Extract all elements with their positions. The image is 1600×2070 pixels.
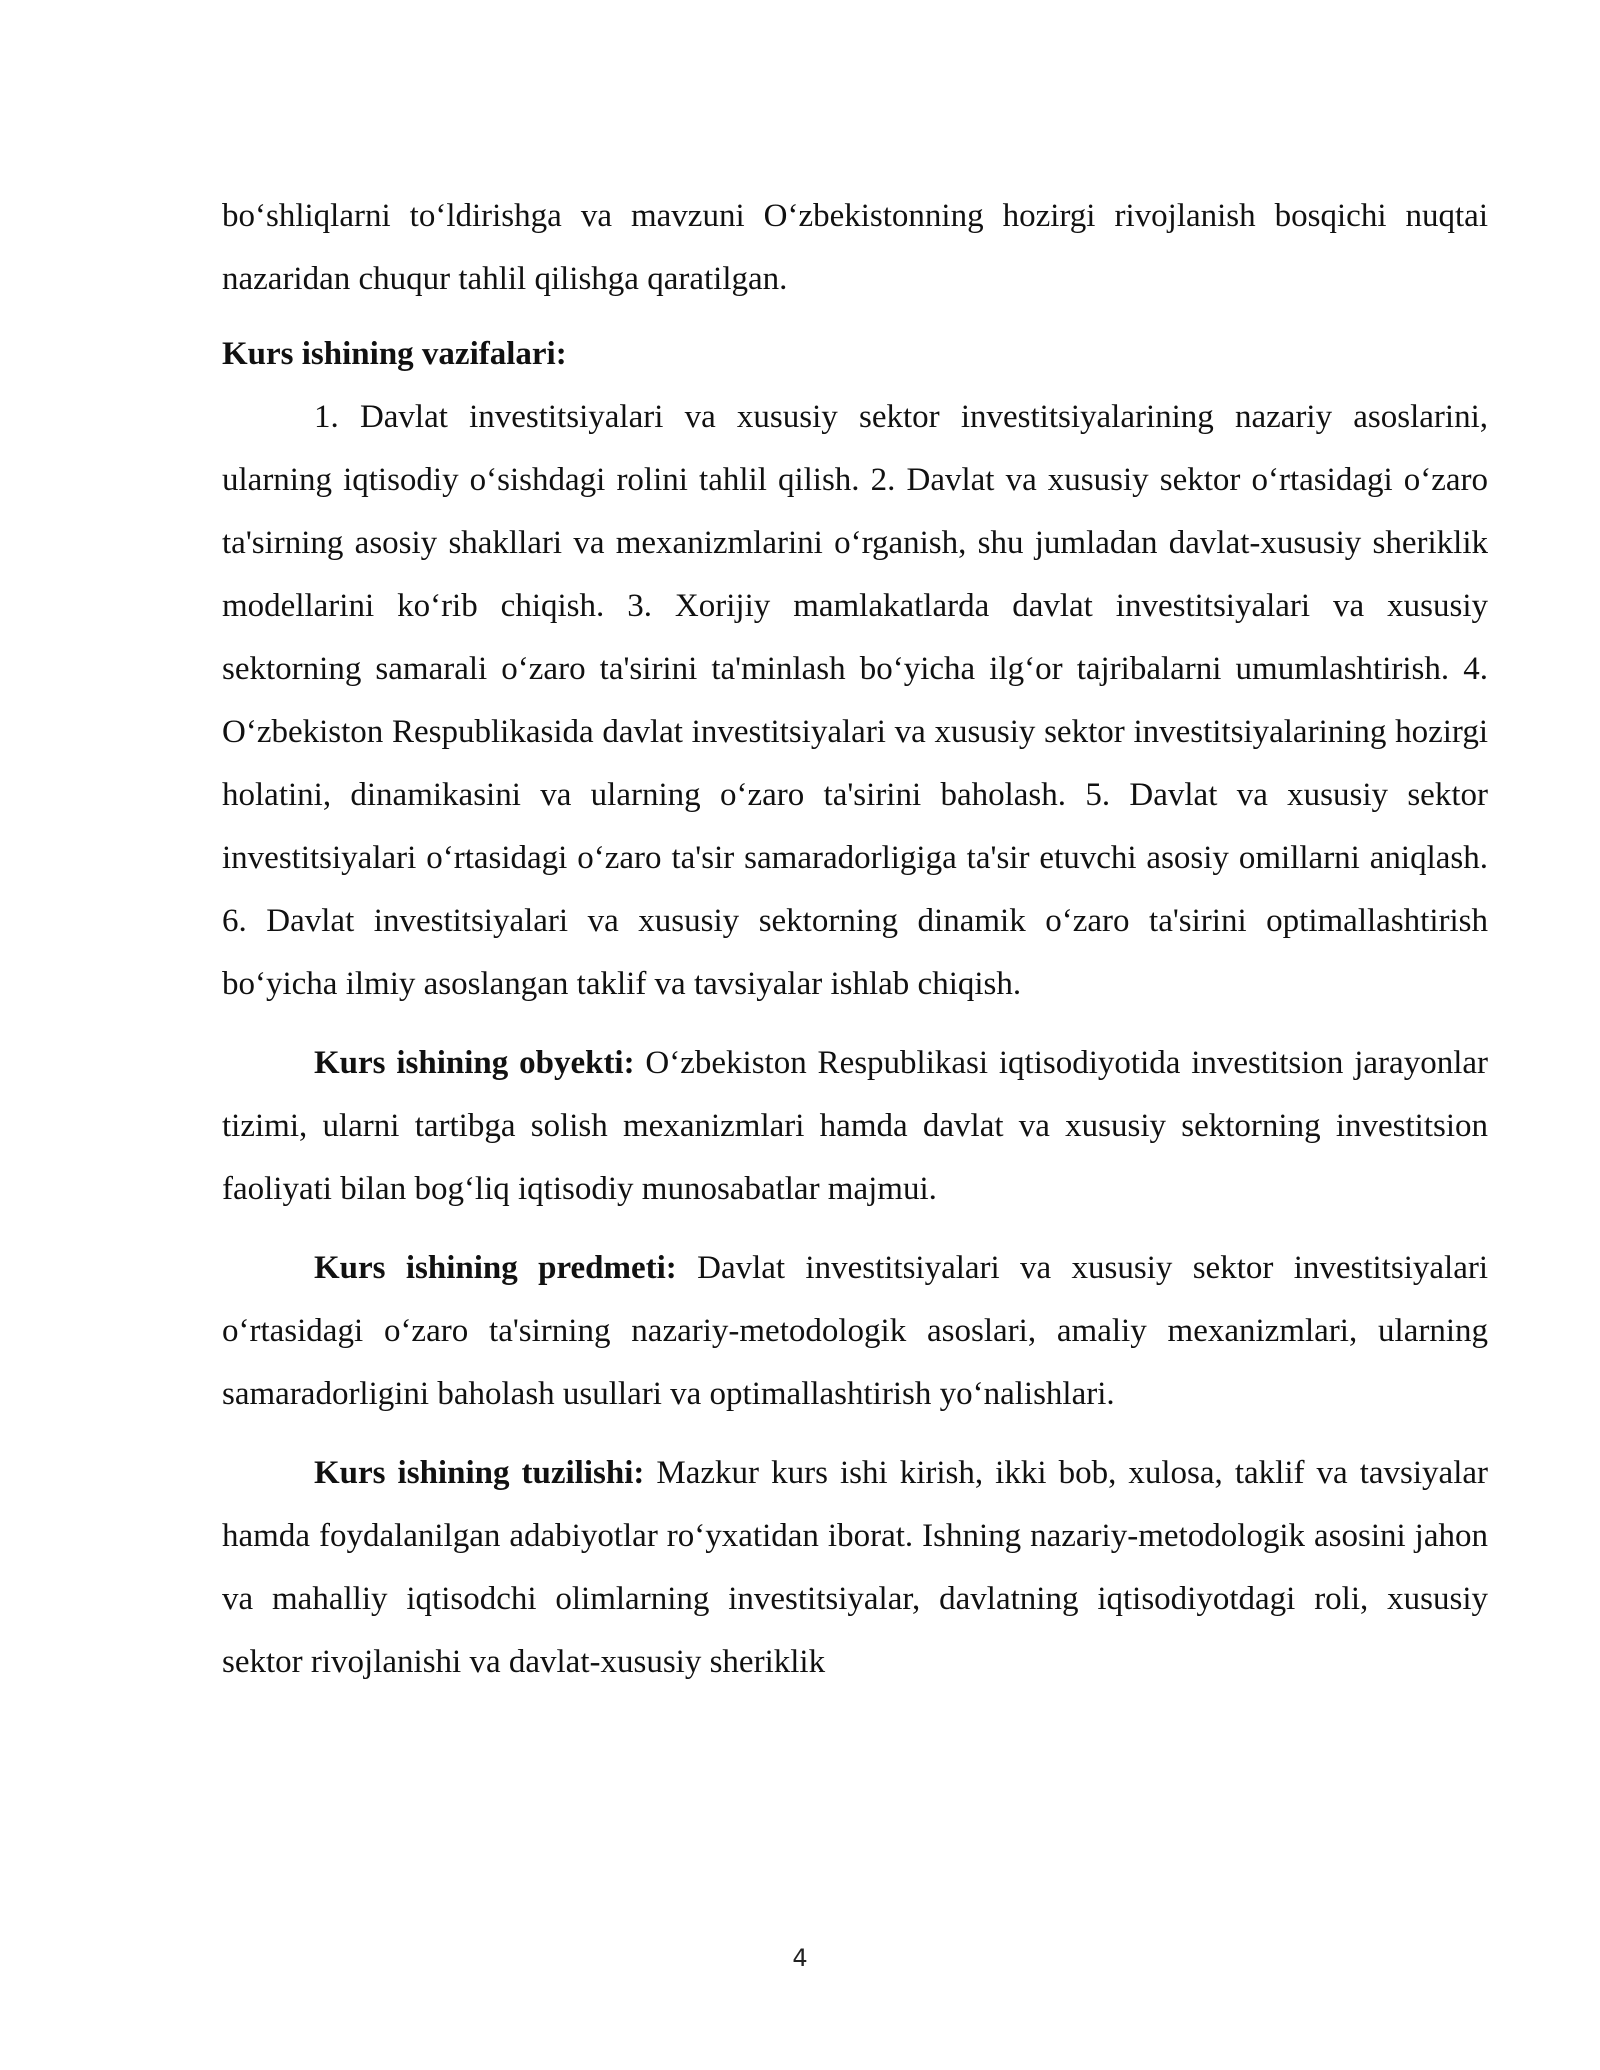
subject-label: Kurs ishining predmeti:	[314, 1250, 677, 1286]
object-label: Kurs ishining obyekti:	[314, 1045, 635, 1081]
structure-paragraph	[222, 1442, 1488, 1694]
page-number: 4	[792, 1944, 808, 1972]
subject-text: Davlat investitsiyalari va xususiy sektor investitsiyalari o‘rtasidagi o‘zaro ta'sirning nazariy-metodologik asoslari, amaliy mexanizmlari, ularning samaradorligini baholash usullari va optimallashtirish yo‘nalishlari.	[222, 1250, 1488, 1412]
object-text: O‘zbekiston Respublikasi iqtisodiyotida investitsion jarayonlar tizimi, ularni tartibga solish mexanizmlari hamda davlat va xususiy sektorning investitsion faoliyati bilan bog‘liq iqtisodiy munosabatlar majmui.	[222, 1045, 1488, 1207]
structure-text: Mazkur kurs ishi kirish, ikki bob, xulosa, taklif va tavsiyalar hamda foydalanilgan adabiyotlar ro‘yxatidan iborat. Ishning nazariy-metodologik asosini jahon va mahalliy iqtisodchi olimlarning investitsiyalar, davlatning iqtisodiyotdagi roli, xususiy sektor rivojlanishi va davlat-xususiy sheriklik	[222, 1455, 1488, 1680]
object-paragraph	[222, 1032, 1488, 1221]
intro-paragraph: bo‘shliqlarni to‘ldirishga va mavzuni O‘zbekistonning hozirgi rivojlanish bosqichi nuqtai nazaridan chuqur tahlil qilishga qaratilgan.	[222, 198, 1488, 297]
tasks-paragraph: 1. Davlat investitsiyalari va xususiy sektor investitsiyalarining nazariy asoslarini, ularning iqtisodiy o‘sishdagi rolini tahlil qilish. 2. Davlat va xususiy sektor o‘rtasidagi o‘zaro ta'sirning asosiy shakllari va mexanizmlarini o‘rganish, shu jumladan davlat-xususiy sheriklik modellarini ko‘rib chiqish. 3. Xorijiy mamlakatlarda davlat investitsiyalari va xususiy sektorning samarali o‘zaro ta'sirini ta'minlash bo‘yicha ilg‘or tajribalarni umumlashtirish. 4. O‘zbekiston Respublikasida davlat investitsiyalari va xususiy sektor investitsiyalarining hozirgi holatini, dinamikasini va ularning o‘zaro ta'sirini baholash. 5. Davlat va xususiy sektor investitsiyalari o‘rtasidagi o‘zaro ta'sir samaradorligiga ta'sir etuvchi asosiy omillarni aniqlash. 6. Davlat investitsiyalari va xususiy sektorning dinamik o‘zaro ta'sirini optimallashtirish bo‘yicha ilmiy asoslangan taklif va tavsiyalar ishlab chiqish.	[222, 399, 1488, 1002]
tasks-heading: Kurs ishining vazifalari:	[222, 336, 567, 372]
subject-paragraph	[222, 1237, 1488, 1426]
structure-label: Kurs ishining tuzilishi:	[314, 1455, 645, 1491]
